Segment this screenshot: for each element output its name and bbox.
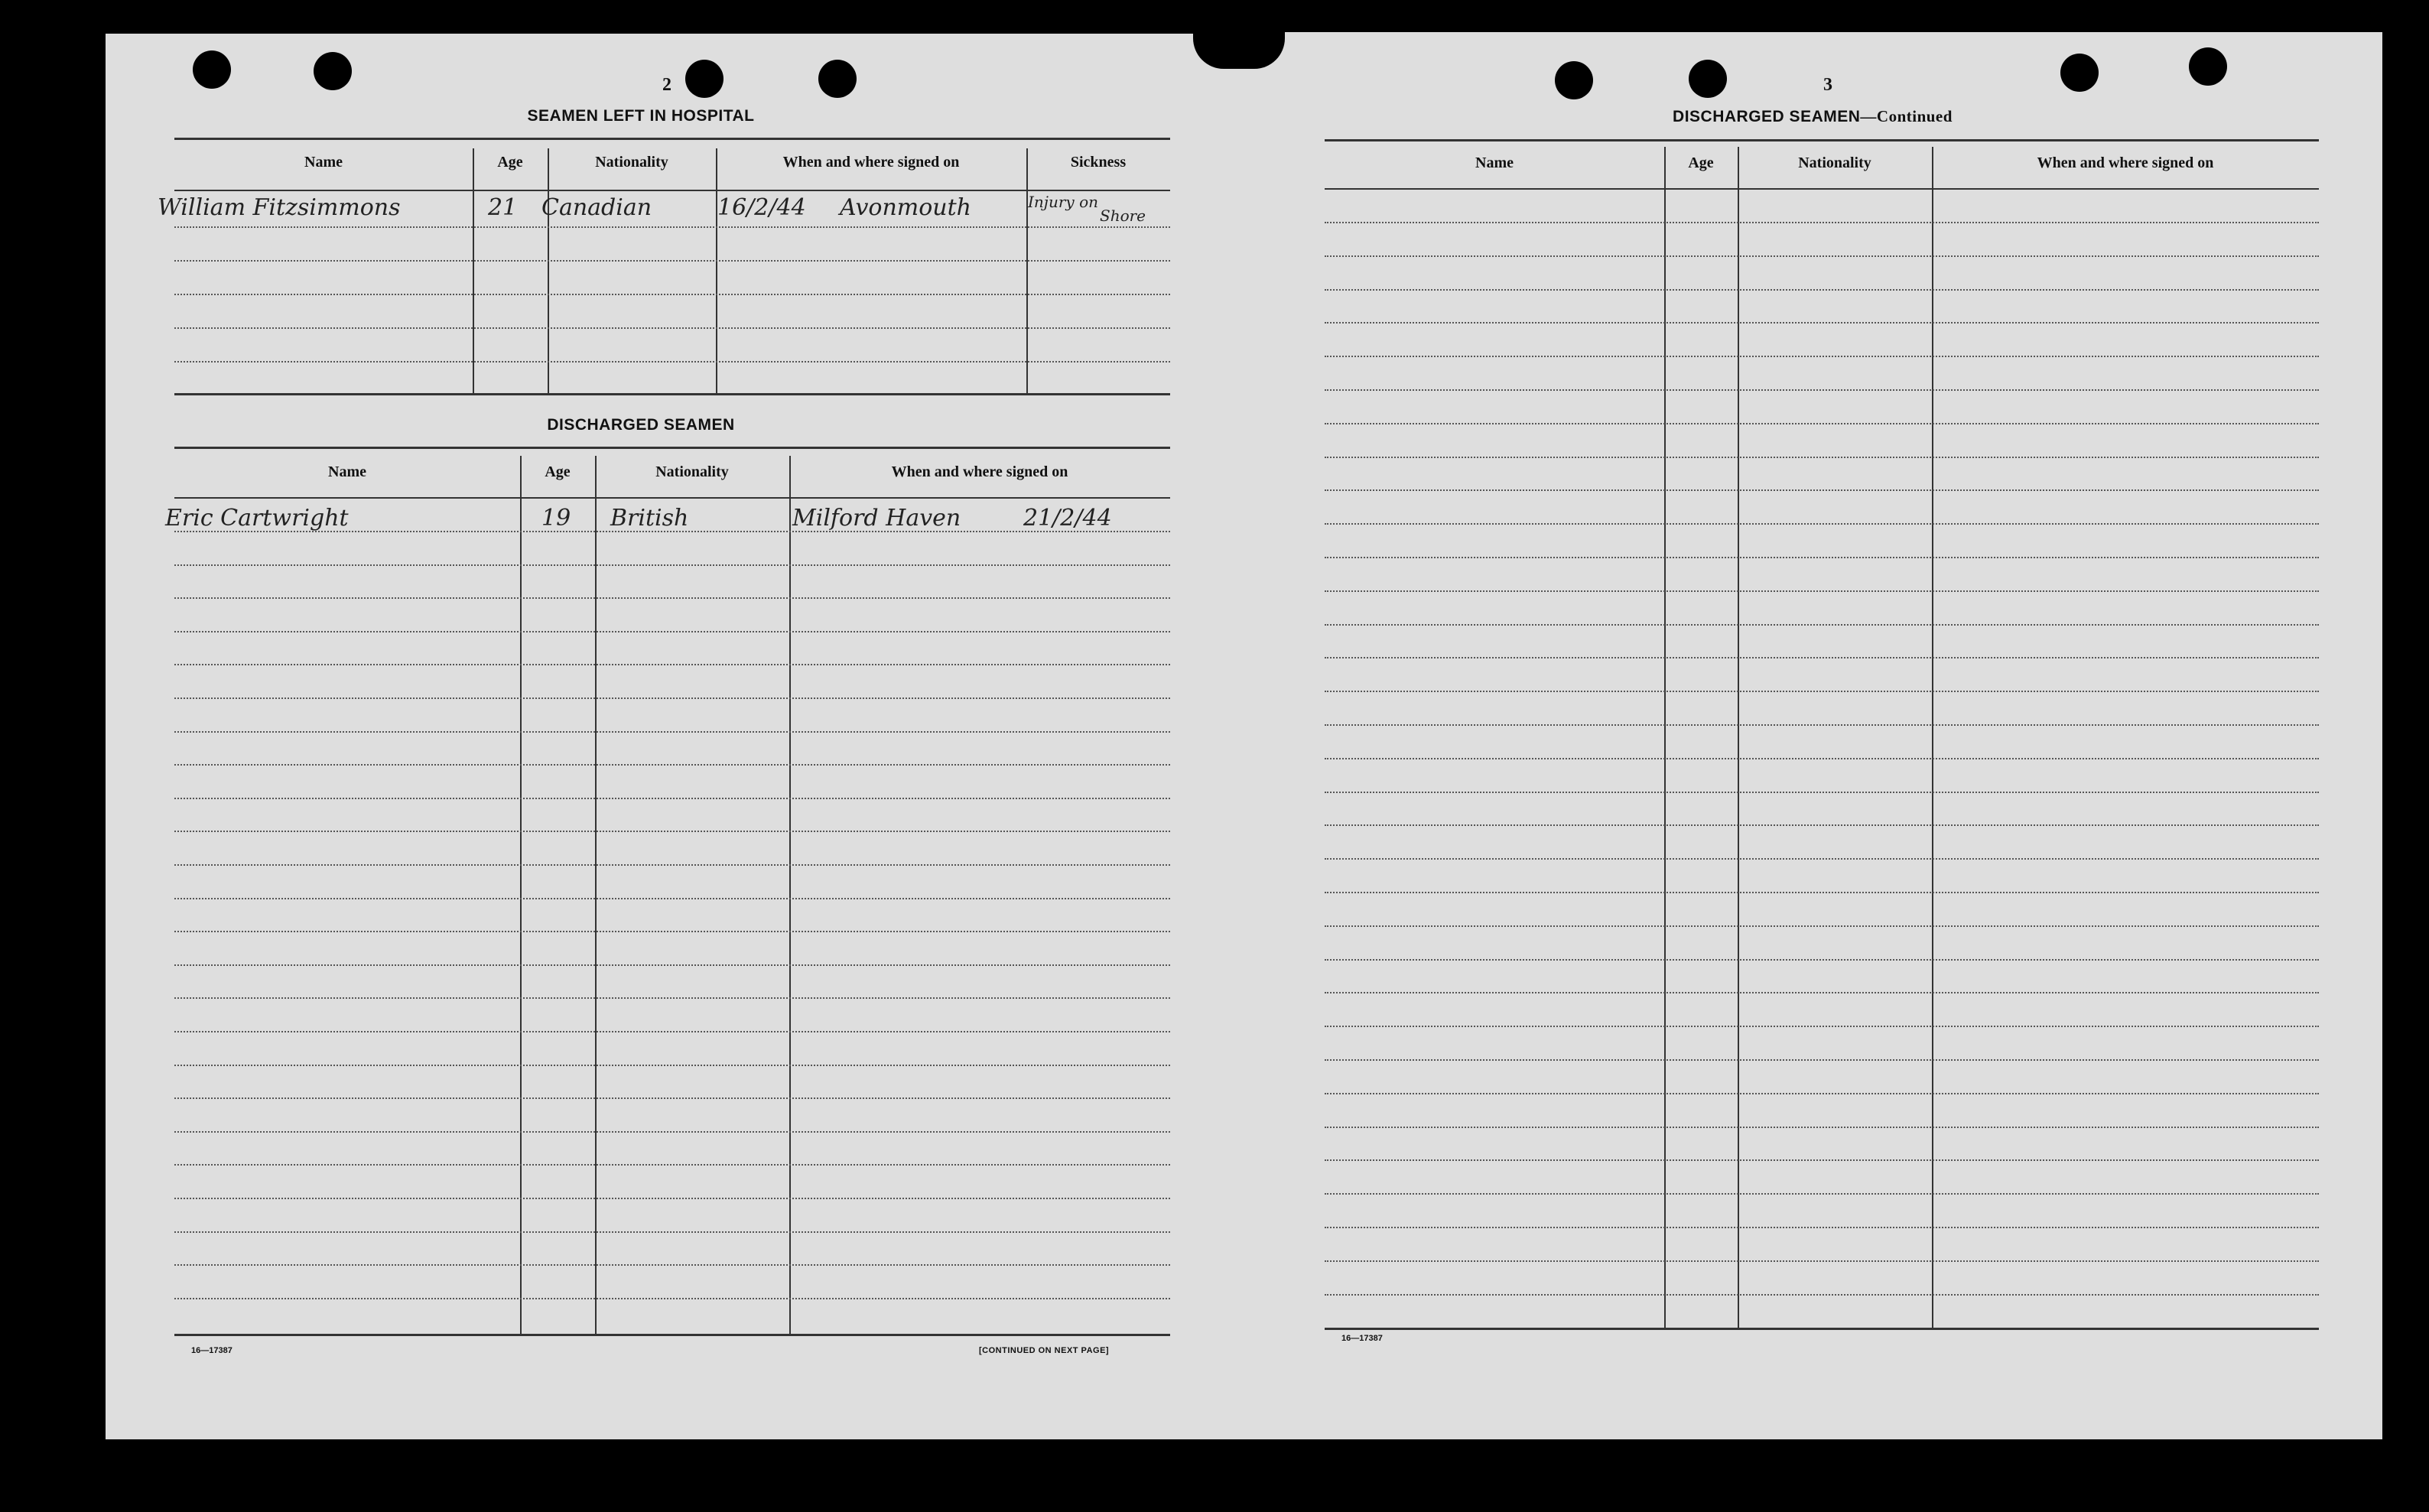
row-line xyxy=(174,1031,1170,1032)
table-bottom-rule xyxy=(174,393,1170,395)
hospital-row-age: 21 xyxy=(488,194,518,221)
punch-hole xyxy=(1555,61,1593,99)
discharged-row-nationality: British xyxy=(610,505,689,532)
row-line xyxy=(174,597,1170,599)
col-header-signed-on: When and where signed on xyxy=(891,463,1068,480)
row-line xyxy=(1325,389,2319,391)
col-header-age: Age xyxy=(1688,154,1714,171)
row-line xyxy=(1325,1026,2319,1027)
page-number: 2 xyxy=(662,75,671,95)
row-line xyxy=(174,697,1170,699)
row-line xyxy=(174,898,1170,899)
col-header-nationality: Nationality xyxy=(655,463,729,480)
hospital-row-nationality: Canadian xyxy=(541,194,652,221)
column-divider xyxy=(789,456,791,1335)
row-line xyxy=(174,1131,1170,1133)
col-header-age: Age xyxy=(545,463,571,480)
column-divider xyxy=(716,148,717,393)
hospital-row-signed-place: Avonmouth xyxy=(840,194,971,221)
row-line xyxy=(1325,1127,2319,1128)
punch-hole xyxy=(1689,60,1727,98)
row-line xyxy=(1325,1059,2319,1061)
punch-hole xyxy=(685,60,723,98)
row-line xyxy=(174,764,1170,766)
row-line xyxy=(1325,892,2319,893)
row-line xyxy=(174,997,1170,999)
form-number: 16—17387 xyxy=(1341,1334,1383,1343)
row-line xyxy=(1325,691,2319,692)
row-line xyxy=(1325,489,2319,491)
table-top-rule xyxy=(1325,139,2319,141)
row-line xyxy=(1325,792,2319,793)
table-top-rule xyxy=(174,138,1170,140)
col-header-nationality: Nationality xyxy=(1798,154,1871,171)
discharged-row-age: 19 xyxy=(541,505,571,532)
continued-note: [CONTINUED ON NEXT PAGE] xyxy=(979,1346,1110,1355)
row-line xyxy=(1325,457,2319,458)
page-title-main: DISCHARGED SEAMEN xyxy=(1673,108,1861,125)
row-line xyxy=(174,226,1170,228)
col-header-sickness: Sickness xyxy=(1070,154,1127,171)
row-line xyxy=(1325,624,2319,626)
row-line xyxy=(1325,858,2319,860)
page-number: 3 xyxy=(1823,75,1832,95)
row-line xyxy=(174,864,1170,866)
row-line xyxy=(1325,289,2319,291)
row-line xyxy=(174,564,1170,566)
row-line xyxy=(1325,758,2319,759)
column-divider xyxy=(1026,148,1028,393)
row-line xyxy=(174,327,1170,329)
table-bottom-rule xyxy=(1325,1328,2319,1330)
header-bottom-rule xyxy=(174,190,1170,191)
row-line xyxy=(174,931,1170,932)
hospital-row-sickness-2: Shore xyxy=(1100,206,1146,225)
row-line xyxy=(1325,557,2319,558)
row-line xyxy=(1325,925,2319,927)
row-line xyxy=(174,831,1170,832)
row-line xyxy=(174,664,1170,665)
right-page xyxy=(1262,32,2382,1439)
punch-hole xyxy=(2189,47,2227,86)
row-line xyxy=(1325,1260,2319,1262)
form-number: 16—17387 xyxy=(191,1346,232,1355)
row-line xyxy=(1325,1093,2319,1094)
row-line xyxy=(1325,657,2319,658)
row-line xyxy=(174,361,1170,363)
page-title-suffix: —Continued xyxy=(1860,107,1953,125)
row-line xyxy=(174,1065,1170,1066)
row-line xyxy=(1325,255,2319,257)
column-divider xyxy=(1738,147,1739,1328)
column-divider xyxy=(1932,147,1933,1328)
discharged-row-signed-place: Milford Haven xyxy=(792,505,961,532)
hospital-row-name: William Fitzsimmons xyxy=(158,194,401,221)
punch-hole xyxy=(193,50,231,89)
col-header-age: Age xyxy=(497,154,523,171)
column-divider xyxy=(595,456,597,1335)
discharged-section-title: DISCHARGED SEAMEN xyxy=(547,416,735,434)
row-line xyxy=(1325,992,2319,993)
row-line xyxy=(1325,959,2319,961)
hospital-section-title: SEAMEN LEFT IN HOSPITAL xyxy=(527,107,755,125)
column-divider xyxy=(548,148,549,393)
row-line xyxy=(1325,1227,2319,1228)
row-line xyxy=(1325,590,2319,592)
discharged-row-signed-date: 21/2/44 xyxy=(1023,505,1112,532)
punch-hole xyxy=(314,52,352,90)
binding-notch xyxy=(1193,29,1285,69)
row-line xyxy=(1325,1159,2319,1161)
column-divider xyxy=(1664,147,1666,1328)
hospital-row-sickness-1: Injury on xyxy=(1028,193,1099,211)
col-header-signed-on: When and where signed on xyxy=(2037,154,2214,171)
row-line xyxy=(1325,1193,2319,1195)
row-line xyxy=(174,1264,1170,1266)
row-line xyxy=(1325,222,2319,223)
row-line xyxy=(174,631,1170,632)
column-divider xyxy=(473,148,474,393)
punch-hole xyxy=(2060,54,2099,92)
row-line xyxy=(1325,724,2319,726)
column-divider xyxy=(520,456,522,1335)
col-header-signed-on: When and where signed on xyxy=(782,154,960,171)
punch-hole xyxy=(818,60,857,98)
row-line xyxy=(1325,356,2319,357)
col-header-name: Name xyxy=(1475,154,1514,171)
row-line xyxy=(1325,824,2319,826)
row-line xyxy=(174,964,1170,966)
row-line xyxy=(174,1298,1170,1299)
row-line xyxy=(174,798,1170,799)
header-bottom-rule xyxy=(1325,188,2319,190)
table-top-rule xyxy=(174,447,1170,449)
row-line xyxy=(1325,523,2319,525)
row-line xyxy=(174,294,1170,295)
header-bottom-rule xyxy=(174,497,1170,499)
row-line xyxy=(174,1164,1170,1166)
col-header-name: Name xyxy=(304,154,343,171)
col-header-name: Name xyxy=(328,463,366,480)
row-line xyxy=(1325,423,2319,424)
hospital-row-signed-date: 16/2/44 xyxy=(717,194,806,221)
page-title xyxy=(1583,107,2042,126)
row-line xyxy=(174,731,1170,733)
row-line xyxy=(174,1198,1170,1199)
row-line xyxy=(174,1097,1170,1099)
row-line xyxy=(174,260,1170,262)
discharged-row-name: Eric Cartwright xyxy=(165,505,349,532)
row-line xyxy=(1325,322,2319,324)
table-bottom-rule xyxy=(174,1334,1170,1336)
left-page xyxy=(106,34,1271,1439)
row-line xyxy=(174,1231,1170,1233)
col-header-nationality: Nationality xyxy=(595,154,668,171)
row-line xyxy=(1325,1294,2319,1296)
